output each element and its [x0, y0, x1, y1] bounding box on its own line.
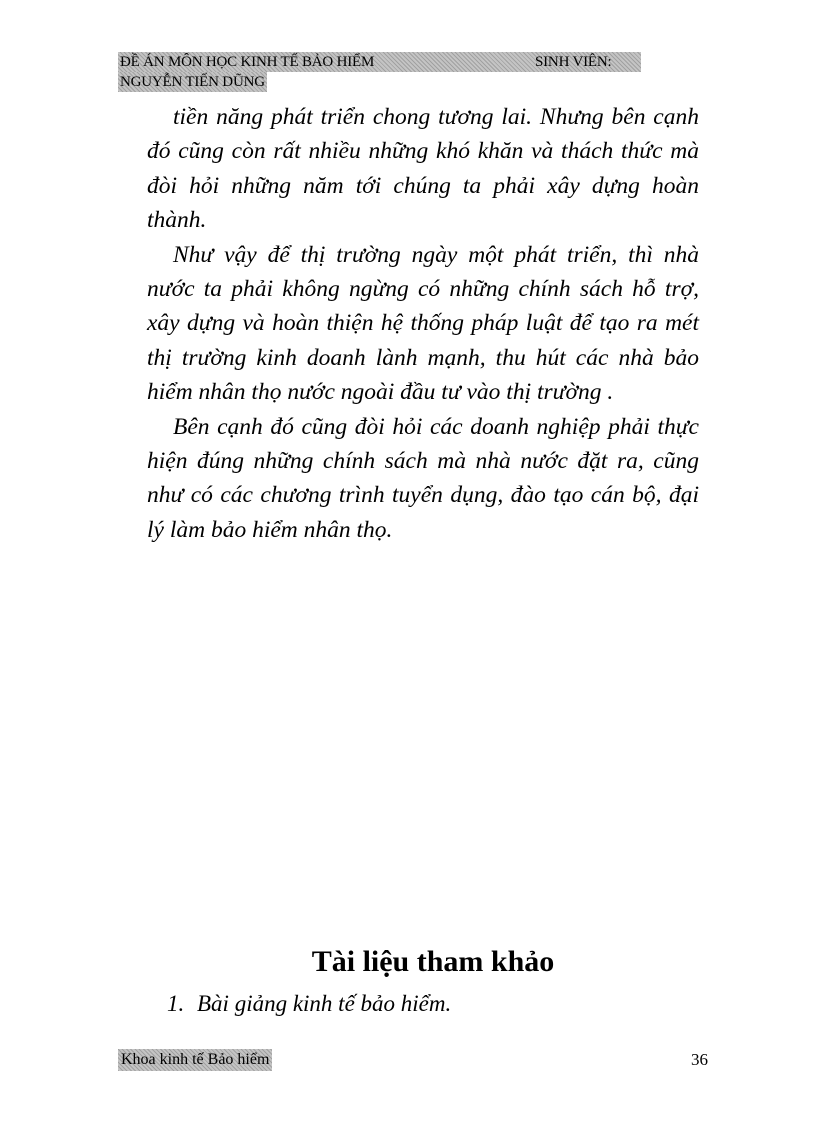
references-heading: Tài liệu tham khảo [311, 945, 555, 978]
footer-department: Khoa kinh tế Bảo hiểm [118, 1049, 272, 1071]
page-header [118, 52, 648, 92]
reference-item [167, 988, 451, 1020]
page-number: 36 [691, 1050, 708, 1069]
header-student-label: SINH VIÊN: [535, 54, 612, 70]
header-bar [118, 52, 641, 72]
body-text [147, 100, 699, 547]
reference-number: 1. [167, 991, 185, 1016]
reference-text: Bài giảng kinh tế bảo hiểm. [197, 991, 452, 1016]
paragraph: Như vậy để thị trường ngày một phát triển, thì nhà nước ta phải không ngừng có những chính sách hỗ trợ, xây dựng và hoàn thiện hệ thống pháp luật để tạo ra mét thị trường kinh doanh lành mạnh, thu hút các nhà bảo hiểm nhân thọ nước ngoài đầu tư vào thị trường . [147, 241, 699, 406]
paragraph: Bên cạnh đó cũng đòi hỏi các doanh nghiệp phải thực hiện đúng những chính sách mà nhà nước đặt ra, cũng như có các chương trình tuyển dụng, đào tạo cán bộ, đại lý làm bảo hiểm nhân thọ. [147, 413, 699, 543]
header-student-name: NGUYỄN TIẾN DŨNG [120, 74, 265, 90]
paragraph: tiền năng phát triển chong tương lai. Nhưng bên cạnh đó cũng còn rất nhiều những khó khăn và thách thức mà đòi hỏi những năm tới chúng ta phải xây dựng hoàn thành. [147, 104, 699, 234]
header-title: ĐỀ ÁN MÔN HỌC KINH TẾ BẢO HIỂM [120, 54, 375, 70]
